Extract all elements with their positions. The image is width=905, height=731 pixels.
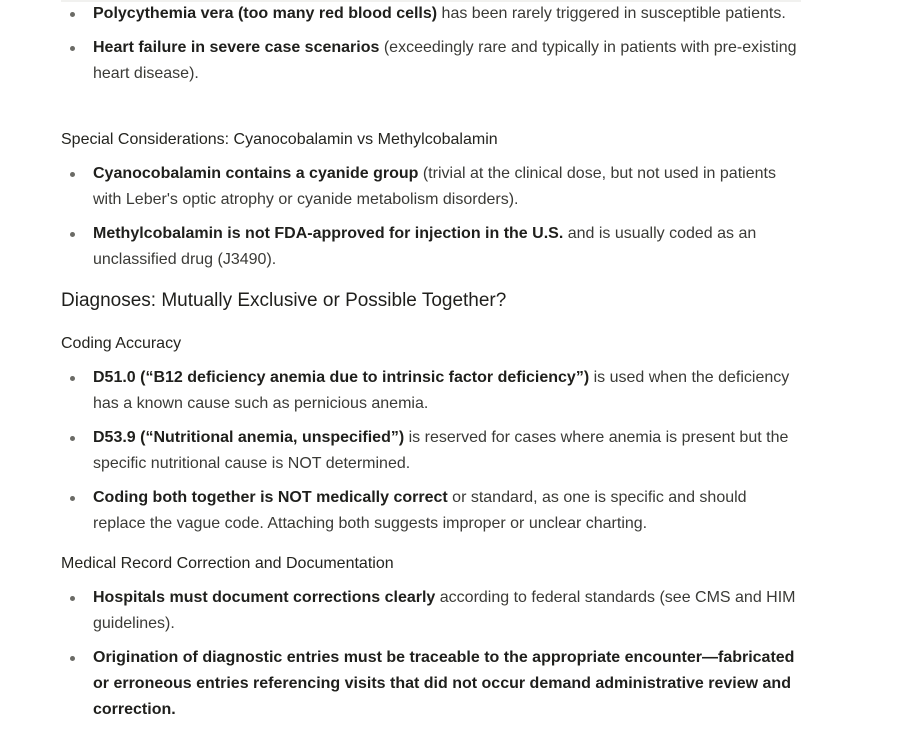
list-item bbox=[61, 161, 801, 213]
coding-accuracy-list bbox=[61, 365, 801, 545]
list-item-bold: Heart failure in severe case scenarios bbox=[93, 39, 380, 56]
list-item-text: has been rarely triggered in susceptible patients. bbox=[437, 5, 786, 22]
list-item-text: (exceedingly rare and typically in patients with pre-existing heart disease). bbox=[93, 39, 797, 82]
section-heading-special-considerations: Special Considerations: Cyanocobalamin vs Methylcobalamin bbox=[61, 131, 498, 148]
list-item bbox=[61, 35, 801, 87]
section-heading-diagnoses: Diagnoses: Mutually Exclusive or Possible Together? bbox=[61, 290, 507, 311]
list-item bbox=[61, 425, 801, 477]
medical-record-list bbox=[61, 585, 801, 731]
list-item bbox=[61, 485, 801, 537]
list-item-bold: D51.0 (“B12 deficiency anemia due to intrinsic factor deficiency”) bbox=[93, 369, 590, 386]
list-item-bold: Cyanocobalamin contains a cyanide group bbox=[93, 165, 419, 182]
adverse-effects-list bbox=[61, 1, 801, 95]
list-item-bold: Polycythemia vera (too many red blood cells) bbox=[93, 5, 438, 22]
list-item bbox=[61, 645, 801, 723]
list-item-bold: D53.9 (“Nutritional anemia, unspecified”) bbox=[93, 429, 405, 446]
list-item-text: (trivial at the clinical dose, but not used in patients with Leber's optic atrophy or cyanide metabolism disorders). bbox=[93, 165, 776, 208]
list-item-bold: Coding both together is NOT medically correct bbox=[93, 489, 448, 506]
list-item bbox=[61, 221, 801, 273]
list-item-bold: Hospitals must document corrections clearly bbox=[93, 589, 436, 606]
list-item-text: is reserved for cases where anemia is present but the specific nutritional cause is NOT determined. bbox=[93, 429, 789, 472]
special-considerations-list bbox=[61, 161, 801, 281]
list-item-bold: Origination of diagnostic entries must be traceable to the appropriate encounter—fabricated or erroneous entries referencing visits that did not occur demand administrative review and correction. bbox=[93, 649, 795, 718]
list-item-text: or standard, as one is specific and should replace the vague code. Attaching both suggests improper or unclear charting. bbox=[93, 489, 747, 532]
list-item-text: and is usually coded as an unclassified drug (J3490). bbox=[93, 225, 757, 268]
list-item-bold: Methylcobalamin is not FDA-approved for injection in the U.S. bbox=[93, 225, 564, 242]
list-item-text: is used when the deficiency has a known cause such as pernicious anemia. bbox=[93, 369, 790, 412]
list-item bbox=[61, 365, 801, 417]
list-item bbox=[61, 585, 801, 637]
section-heading-medical-record: Medical Record Correction and Documentation bbox=[61, 555, 394, 572]
list-item bbox=[61, 1, 801, 27]
list-item-text: according to federal standards (see CMS and HIM guidelines). bbox=[93, 589, 796, 632]
section-heading-coding-accuracy: Coding Accuracy bbox=[61, 335, 182, 352]
